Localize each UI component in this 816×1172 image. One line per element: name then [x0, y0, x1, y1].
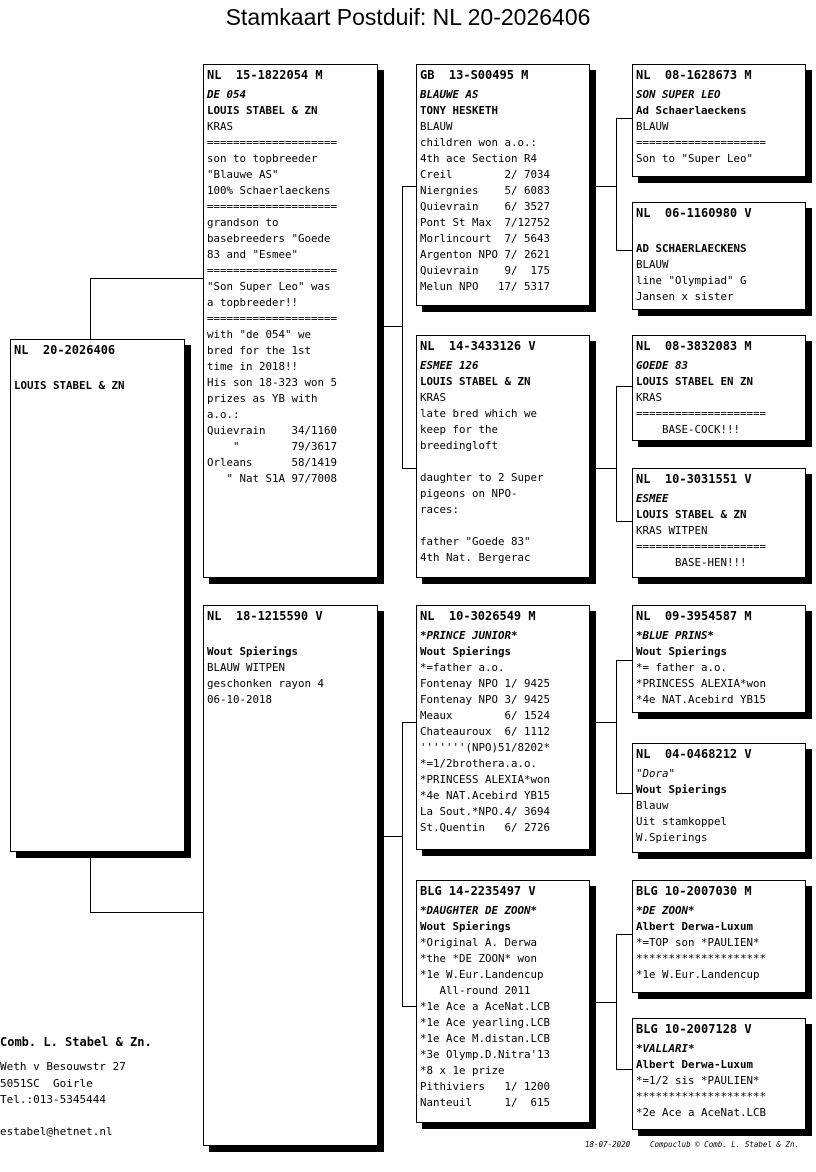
info-line: *8 x 1e prize [420, 1064, 505, 1077]
info-line: *4e NAT.Acebird YB15 [636, 693, 767, 706]
connector-fmm-h [616, 521, 632, 522]
connector-mother-h [384, 836, 402, 837]
info-line: BLAUW [636, 258, 669, 271]
pigeon-info [204, 624, 377, 708]
ring-number: BLG 14-2235497 V [420, 884, 536, 898]
info-line: races: [420, 503, 460, 516]
connector-mother-v [402, 722, 403, 1007]
connector-mm-out [596, 1002, 616, 1003]
info-line: '''''''(NPO)51/8202* [420, 741, 551, 754]
info-line: Morlincourt 7/ 5643 [420, 232, 551, 245]
info-line: 4th ace Section R4 [420, 152, 538, 165]
connector-fff-h [616, 118, 632, 119]
info-line: Quievrain 9/ 175 [420, 264, 551, 277]
info-line: *the *DE ZOON* won [420, 952, 538, 965]
info-line: *PRINCE JUNIOR* [420, 629, 518, 642]
info-line [420, 454, 586, 470]
pigeon-card-mother [203, 605, 378, 1146]
pigeon-info [417, 899, 589, 1111]
connector-ff-out [596, 186, 616, 187]
info-line: DE 054 [207, 88, 247, 101]
pigeon-info [417, 354, 589, 566]
pigeon-card-mm [416, 880, 590, 1123]
footer-date: 18-07-2020 [585, 1140, 631, 1149]
info-line: ==================== [207, 136, 338, 149]
info-line: *2e Ace a AceNat.LCB [636, 1106, 767, 1119]
info-line: ESMEE 126 [420, 359, 479, 372]
info-line: late bred which we [420, 407, 538, 420]
info-line [636, 225, 802, 241]
pigeon-info [204, 83, 377, 487]
info-line: Orleans 58/1419 [207, 456, 338, 469]
info-line: SON SUPER LEO [636, 88, 721, 101]
owner-street: Weth v Besouwstr 27 [0, 1060, 126, 1073]
info-line: children won a.o.: [420, 136, 538, 149]
connector-root-father-h [90, 278, 204, 279]
info-line: All-round 2011 [420, 984, 531, 997]
connector-mf-v [616, 660, 617, 794]
info-line: breedingloft [420, 439, 499, 452]
info-line: *1e Ace yearling.LCB [420, 1016, 551, 1029]
connector-mfm-h [616, 793, 632, 794]
info-line: ESMEE [636, 492, 669, 505]
info-line: 4th Nat. Bergerac [420, 551, 531, 564]
info-line: Quievrain 34/1160 [207, 424, 338, 437]
info-line: *1e Ace a AceNat.LCB [420, 1000, 551, 1013]
ring-number: NL 15-1822054 M [207, 68, 323, 82]
connector-mm-h [402, 1006, 417, 1007]
ring-number: NL 04-0468212 V [636, 747, 752, 761]
info-line: pigeons on NPO- [420, 487, 518, 500]
info-line: *3e Olymp.D.Nitra'13 [420, 1048, 551, 1061]
info-line: Albert Derwa-Luxum [636, 920, 754, 933]
ring-number: NL 06-1160980 V [636, 206, 752, 220]
info-line: Albert Derwa-Luxum [636, 1058, 754, 1071]
info-line: BLAUW WITPEN [207, 661, 286, 674]
info-line: *= father a.o. [636, 661, 728, 674]
owner-city: 5051SC Goirle [0, 1077, 93, 1090]
pigeon-info [11, 358, 184, 394]
info-line: line "Olympiad" G [636, 274, 747, 287]
ring-number: NL 14-3433126 V [420, 339, 536, 353]
ring-number: NL 20-2026406 [14, 343, 116, 357]
pigeon-card-mfm [632, 743, 806, 853]
pigeon-info [633, 354, 805, 438]
info-line: "Dora" [636, 767, 676, 780]
info-line: son to topbreeder [207, 152, 318, 165]
info-line: W.Spierings [636, 831, 708, 844]
info-line: *PRINCESS ALEXIA*won [420, 773, 551, 786]
info-line: Chateauroux 6/ 1112 [420, 725, 551, 738]
connector-ff-h [402, 186, 417, 187]
info-line: "Blauwe AS" [207, 168, 279, 181]
ring-number: BLG 10-2007128 V [636, 1022, 752, 1036]
info-line: LOUIS STABEL EN ZN [636, 375, 754, 388]
pigeon-info [417, 624, 589, 836]
info-line: Wout Spierings [420, 920, 512, 933]
info-line: ******************** [636, 1090, 767, 1103]
info-line: KRAS WITPEN [636, 524, 708, 537]
info-line: *DAUGHTER DE ZOON* [420, 904, 538, 917]
info-line: ==================== [636, 540, 767, 553]
connector-mf-out [596, 722, 616, 723]
info-line: KRAS [636, 391, 663, 404]
info-line: La Sout.*NPO.4/ 3694 [420, 805, 551, 818]
pigeon-card-mmm [632, 1018, 806, 1130]
info-line: a.o.: [207, 408, 240, 421]
info-line: bred for the 1st [207, 344, 312, 357]
info-line: Wout Spierings [636, 645, 728, 658]
connector-ff-v [616, 118, 617, 250]
info-line: St.Quentin 6/ 2726 [420, 821, 551, 834]
info-line: LOUIS STABEL & ZN [636, 508, 747, 521]
connector-fmf-h [616, 386, 632, 387]
info-line: 100% Schaerlaeckens [207, 184, 331, 197]
ring-number: NL 08-3832083 M [636, 339, 752, 353]
info-line: Niergnies 5/ 6083 [420, 184, 551, 197]
pigeon-card-ffm [632, 202, 806, 310]
pigeon-info [633, 899, 805, 983]
info-line: *4e NAT.Acebird YB15 [420, 789, 551, 802]
pigeon-card-fm [416, 335, 590, 578]
connector-root-mother-v [90, 858, 91, 912]
info-line: *DE ZOON* [636, 904, 695, 917]
info-line: " Nat S1A 97/7008 [207, 472, 338, 485]
info-line: Fontenay NPO 1/ 9425 [420, 677, 551, 690]
pigeon-card-fmm [632, 468, 806, 578]
page-title: Stamkaart Postduif: NL 20-2026406 [225, 4, 591, 30]
info-line: ==================== [636, 407, 767, 420]
pigeon-info [633, 221, 805, 305]
ring-number: GB 13-S00495 M [420, 68, 529, 82]
info-line: ==================== [207, 200, 338, 213]
pigeon-info [633, 487, 805, 571]
ring-number: NL 08-1628673 M [636, 68, 752, 82]
info-line: prizes as YB with [207, 392, 318, 405]
info-line: Ad Schaerlaeckens [636, 104, 747, 117]
pigeon-info [633, 1037, 805, 1121]
info-line: geschonken rayon 4 [207, 677, 325, 690]
info-line: Quievrain 6/ 3527 [420, 200, 551, 213]
info-line: 83 and "Esmee" [207, 248, 299, 261]
pigeon-info [633, 83, 805, 167]
owner-phone: Tel.:013-5345444 [0, 1093, 106, 1106]
info-line: Wout Spierings [420, 645, 512, 658]
info-line: *PRINCESS ALEXIA*won [636, 677, 767, 690]
connector-mm-v [616, 934, 617, 1070]
info-line: daughter to 2 Super [420, 471, 544, 484]
pigeon-info [417, 83, 589, 295]
footer-credit: Compuclub © Comb. L. Stabel & Zn. [650, 1140, 800, 1149]
info-line: a topbreeder!! [207, 296, 299, 309]
pigeon-card-mff [632, 605, 806, 713]
info-line: Fontenay NPO 3/ 9425 [420, 693, 551, 706]
info-line: *=father a.o. [420, 661, 505, 674]
owner-email[interactable]: estabel@hetnet.nl [0, 1125, 113, 1138]
ring-number: BLG 10-2007030 M [636, 884, 752, 898]
pigeon-card-mmf [632, 880, 806, 993]
pigeon-info [633, 624, 805, 708]
connector-root-father-v [90, 278, 91, 340]
pigeon-card-father [203, 64, 378, 578]
info-line: KRAS [420, 391, 447, 404]
info-line: *1e Ace M.distan.LCB [420, 1032, 551, 1045]
info-line: Nanteuil 1/ 615 [420, 1096, 551, 1109]
info-line: Melun NPO 17/ 5317 [420, 280, 551, 293]
connector-ffm-h [616, 250, 632, 251]
connector-root-mother-h [90, 912, 204, 913]
pigeon-card-root [10, 339, 185, 852]
ring-number: NL 10-3031551 V [636, 472, 752, 486]
info-line [14, 362, 181, 378]
info-line [420, 518, 586, 534]
info-line: *1e W.Eur.Landencup [420, 968, 544, 981]
connector-mmf-h [616, 934, 632, 935]
info-line: Wout Spierings [207, 645, 299, 658]
pigeon-card-ff [416, 64, 590, 306]
info-line [207, 628, 374, 644]
info-line: time in 2018!! [207, 360, 299, 373]
info-line: ==================== [636, 136, 767, 149]
info-line: LOUIS STABEL & ZN [420, 375, 531, 388]
info-line: *BLUE PRINS* [636, 629, 715, 642]
info-line: " 79/3617 [207, 440, 338, 453]
info-line: Uit stamkoppel [636, 815, 728, 828]
info-line: GOEDE 83 [636, 359, 689, 372]
info-line: Son to "Super Leo" [636, 152, 754, 165]
owner-name: Comb. L. Stabel & Zn. [0, 1035, 152, 1049]
connector-fm-v [616, 386, 617, 522]
info-line: Creil 2/ 7034 [420, 168, 551, 181]
connector-father-h [384, 326, 402, 327]
info-line: Blauw [636, 799, 669, 812]
info-line: "Son Super Leo" was [207, 280, 331, 293]
connector-father-v [402, 186, 403, 469]
pigeon-info [633, 762, 805, 846]
pigeon-card-mf [416, 605, 590, 850]
info-line: BASE-HEN!!! [636, 556, 747, 569]
info-line: AD SCHAERLAECKENS [636, 242, 747, 255]
info-line: with "de 054" we [207, 328, 312, 341]
info-line: *=1/2brothera.a.o. [420, 757, 538, 770]
ring-number: NL 09-3954587 M [636, 609, 752, 623]
info-line: 06-10-2018 [207, 693, 273, 706]
pigeon-card-fmf [632, 335, 806, 441]
info-line: KRAS [207, 120, 234, 133]
info-line: basebreeders "Goede [207, 232, 331, 245]
info-line: keep for the [420, 423, 499, 436]
connector-fm-out [596, 468, 616, 469]
info-line: Pithiviers 1/ 1200 [420, 1080, 551, 1093]
connector-fm-h [402, 468, 417, 469]
ring-number: NL 18-1215590 V [207, 609, 323, 623]
info-line: BASE-COCK!!! [636, 423, 741, 436]
info-line: Wout Spierings [636, 783, 728, 796]
info-line: Pont St Max 7/12752 [420, 216, 551, 229]
connector-mff-h [616, 660, 632, 661]
info-line: *=TOP son *PAULIEN* [636, 936, 760, 949]
info-line: TONY HESKETH [420, 104, 499, 117]
info-line: Argenton NPO 7/ 2621 [420, 248, 551, 261]
info-line: father "Goede 83" [420, 535, 531, 548]
info-line: BLAUWE AS [420, 88, 479, 101]
info-line: BLAUW [420, 120, 453, 133]
info-line: LOUIS STABEL & ZN [14, 379, 125, 392]
info-line: *VALLARI* [636, 1042, 695, 1055]
info-line: ******************** [636, 952, 767, 965]
ring-number: NL 10-3026549 M [420, 609, 536, 623]
info-line: ==================== [207, 264, 338, 277]
info-line: BLAUW [636, 120, 669, 133]
pigeon-card-fff [632, 64, 806, 177]
info-line: *1e W.Eur.Landencup [636, 968, 760, 981]
info-line: His son 18-323 won 5 [207, 376, 338, 389]
info-line: ==================== [207, 312, 338, 325]
info-line: Meaux 6/ 1524 [420, 709, 551, 722]
info-line: grandson to [207, 216, 279, 229]
info-line: *Original A. Derwa [420, 936, 538, 949]
info-line: Jansen x sister [636, 290, 734, 303]
info-line: *=1/2 sis *PAULIEN* [636, 1074, 760, 1087]
connector-mmm-h [616, 1069, 632, 1070]
info-line: LOUIS STABEL & ZN [207, 104, 318, 117]
connector-mf-h [402, 722, 417, 723]
